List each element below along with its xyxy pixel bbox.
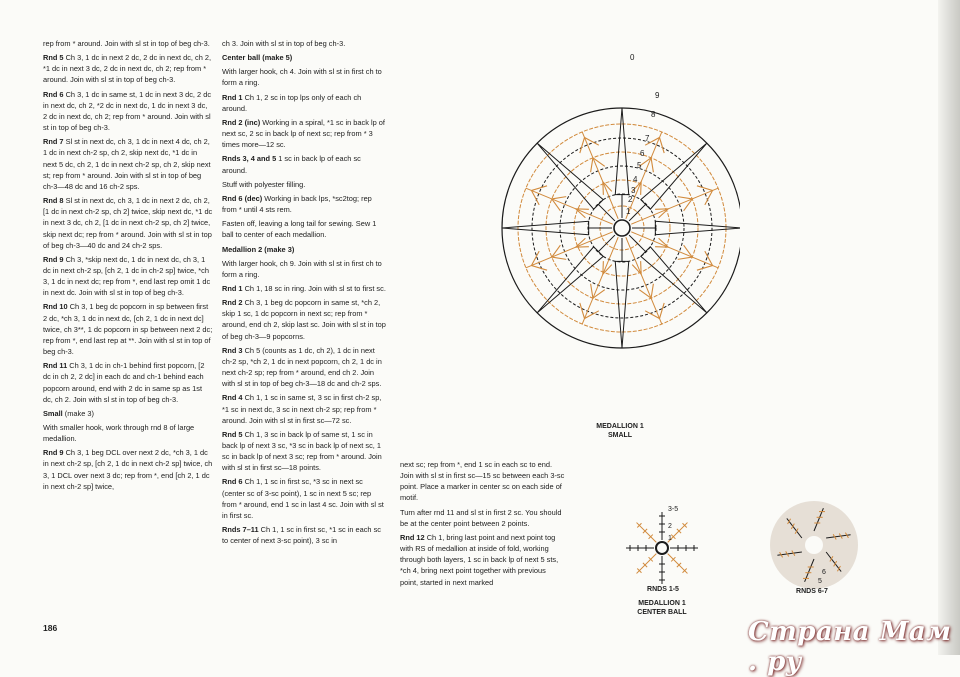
round-ring [518,124,726,332]
caption-line-1: MEDALLION 1 [596,423,644,430]
instruction-paragraph [400,507,565,529]
round-label: Rnd 8 [43,196,64,206]
ball-center-ring [656,542,668,554]
instruction-paragraph [43,408,213,419]
instruction-paragraph [222,218,387,240]
instruction-paragraph [222,66,387,88]
instruction-text: Ch 3, 1 dc in ch-1 behind first popcorn, [2 dc in ch 2, 2 dc] in each dc and ch-1 behind each popcorn around, end with 2 dc in same sp as 1st dc, ch 2. Join with sl st in top of beg ch-3. [43,361,205,404]
instruction-text: With larger hook, ch 4. Join with sl st in first ch to form a ring. [222,67,382,88]
round-label: Rnd 6 [43,89,64,99]
instruction-text: rep from * around. Join with sl st in top of beg ch-3. [43,39,210,48]
instruction-paragraph [43,254,213,299]
instruction-paragraph [222,179,387,190]
rnds-1-5-caption: RNDS 1-5 [647,586,679,593]
round-label: Medallion 2 (make 3) [222,244,295,254]
instruction-text: Turn after rnd 11 and sl st in first 2 sc. You should be at the center point between 2 points. [400,507,562,528]
instruction-paragraph [222,92,387,114]
round-label: Rnd 5 [43,53,64,63]
medallion-small-caption [570,423,670,440]
round-label: Rnd 9 [43,254,64,264]
instruction-text: ch 3. Join with sl st in top of beg ch-3. [222,39,346,48]
center-ring [614,220,630,236]
round-label: Rnd 2 [222,298,243,308]
rnds67-center-hole [805,536,823,554]
instruction-paragraph [43,89,213,134]
round-label: Rnd 11 [43,361,68,371]
round-number-label: 9 [655,91,660,100]
instruction-paragraph [222,524,387,546]
instruction-paragraph [222,153,387,175]
round-number-label: 7 [645,134,650,143]
center-ball-chart [618,500,708,600]
ball-round-label: 2 [668,523,672,530]
ball-round-label: 3-5 [668,506,679,513]
center-ball-caption [610,600,714,617]
rnds67-round-label: 6 [822,569,826,576]
instruction-text: With smaller hook, work through rnd 8 of large medallion. [43,423,195,444]
round-label: Rnd 1 [222,283,243,293]
instruction-paragraph [43,447,213,492]
star-spike [537,143,603,209]
instruction-paragraph [400,532,565,588]
instruction-paragraph [222,429,387,474]
stitch-chevron [697,186,713,205]
watermark-text: Страна Мам . ру [748,617,952,677]
star-spike [615,108,629,195]
instruction-text: Ch 3, *skip next dc, 1 dc in next dc, ch 3, 1 dc in next ch-2 sp, [ch 2, 1 dc in ch-2 sp] twice, *ch 3, 1 dc in next dc; rep from *, end last rep omit 1 dc in next dc. Join with sl st in top of beg ch-3. [43,254,211,298]
stitch-chevron [580,303,599,319]
round-number-label: 8 [651,110,656,119]
star-spike [641,247,707,313]
instruction-text: Ch 1, 1 sc in same st, 3 sc in first ch-2 sp, *1 sc in next dc, 3 sc in next ch-2 sp; rep from * around. Join with sl st in first sc—72 sc. [222,393,382,425]
instruction-paragraph [222,283,387,294]
instruction-paragraph [43,422,213,444]
round-label: Rnd 12 [400,532,425,542]
instruction-text: Ch 3, 1 dc in next 2 dc, 2 dc in next dc, ch 2, *1 dc in next 3 dc, 2 dc in next dc, ch 2; rep from * around. Join with sl st in top of beg ch-3. [43,53,212,85]
instruction-text: Sl st in next dc, ch 3, 1 dc in next 2 dc, ch 2, [1 dc in next ch-2 sp, ch 2] twice, skip next dc, *1 dc in next 3 dc, ch 2, [1 dc in next ch-2 sp, ch 2] twice, skip next dc; rep from * around. Join with sl st in top of beg ch-3—40 dc and 24 ch-2 sps. [43,196,213,250]
instruction-text: Ch 3, 1 dc in same st, 1 dc in next 3 dc, 2 dc in next dc, ch 2, *2 dc in next dc, 1 dc in next 3 dc, 2 dc in next dc, ch 2; rep from * around. Join with sl st in top of beg ch-3. [43,89,212,133]
stitch-chevron [580,137,599,153]
instruction-text: Ch 1, bring last point and next point tog with RS of medallion at inside of fold, working through both layers, 1 sc in back lp of next 5 sts, *ch 4, bring next point together with previous point, started in next marked [400,532,559,587]
stitch-chevron [531,251,547,270]
round-ring [532,138,712,318]
round-label: Rnd 5 [222,429,243,439]
round-number-label: 5 [637,161,642,170]
instruction-text: Ch 1, 3 sc in back lp of same st, 1 sc in back lp of next 3 sc, *3 sc in back lp of next sc, 1 sc in back lp of next 3 sc; rep from * around. Join with sl st in first sc—18 points. [222,429,382,473]
rnds67-round-label: 5 [818,578,822,585]
instruction-text: 1 sc in back lp of each sc around. [222,154,361,175]
round-number-label: 0 [630,53,635,62]
stitch-spoke [598,235,615,252]
instruction-paragraph [222,297,387,342]
star-spike [537,247,603,313]
instruction-paragraph [222,38,387,49]
round-ring [546,152,698,304]
instruction-paragraph [222,345,387,390]
text-column-2 [222,38,387,546]
instruction-text: Working in a spiral, *1 sc in back lp of next sc, 2 sc in back lp of next sc; rep from * 3 times more—12 sc. [222,117,385,150]
instruction-text: With larger hook, ch 9. Join with sl st in first ch to form a ring. [222,258,382,279]
page-gutter-shadow [938,0,960,655]
instruction-paragraph [222,392,387,425]
instruction-text: Ch 3, 1 beg dc popcorn in same st, *ch 2, skip 1 sc, 1 dc popcorn in next sc; rep from * around, end ch 2, skip last sc. Join with sl st in top of beg ch-3—9 popcorns. [222,298,386,341]
instruction-paragraph [43,360,213,405]
instruction-paragraph [400,459,565,504]
instruction-text: Ch 1, 18 sc in ring. Join with sl st to first sc. [242,283,386,293]
caption-line-2: CENTER BALL [637,608,687,616]
round-label: Rnd 7 [43,137,64,147]
round-label: Rnd 4 [222,393,243,403]
instruction-text: Ch 1, 1 sc in first sc, *1 sc in each sc to center of next 3-sc point), 3 sc in [222,525,381,546]
instruction-text: Stuff with polyester filling. [222,179,306,189]
section-heading [222,52,387,63]
instruction-paragraph [222,193,387,215]
text-column-3 [400,459,565,588]
instruction-paragraph [43,52,213,85]
instruction-text: next sc; rep from *, end 1 sc in each sc to end. Join with sl st in first sc—15 sc between each 3-sc point. Place a marker in center sc on each side of motif. [400,460,565,503]
instruction-text: Sl st in next dc, ch 3, 1 dc in next 4 dc, ch 2, 1 dc in next ch-2 sp, ch 2, skip next dc, *1 dc in next 5 dc, ch 2, 1 dc in next ch-2 sp, ch 2, skip next st; rep from * around. Join with sl st in top of beg ch-3—48 dc and 16 ch-2 sps. [43,137,211,191]
round-label: Rnd 6 [222,477,243,487]
star-spike [502,221,589,235]
caption-line-2: SMALL [607,431,633,439]
stitch-chevron [697,251,713,270]
round-label: Rnd 9 [43,448,64,458]
round-number-label: 6 [640,149,645,158]
instruction-text: Ch 1, 2 sc in top lps only of each ch around. [222,92,362,113]
stitch-spoke [598,204,615,221]
instruction-paragraph [222,476,387,521]
round-number-label: 4 [633,175,638,184]
page-number: 186 [43,623,58,633]
instruction-text: Ch 3, 1 beg dc popcorn in sp between first 2 dc, *ch 3, 1 dc in next dc, [ch 2, 1 dc in next dc] twice, ch 3**, 1 dc popcorn in sp between next 2 dc; rep from *, end last rep at **. Join with sl st in top of beg ch-3. [43,302,213,357]
round-label: Rnd 2 (inc) [222,117,261,127]
instruction-text: Ch 5 (counts as 1 dc, ch 2), 1 dc in next ch-2 sp, *ch 2, 1 dc in next popcorn, ch 2, 1 dc in next ch-2 sp; rep from * around, end ch 2. Join with sl st in top of beg ch-3—18 dc and ch-2 sps. [222,345,382,389]
star-spike [615,261,629,348]
text-column-1 [43,38,213,492]
ball-round-label: 1 [668,535,672,542]
instruction-paragraph [43,195,213,251]
instruction-paragraph [43,38,213,49]
round-label: Small [43,408,63,418]
section-heading [222,244,387,255]
round-number-label: 2 [628,195,633,204]
round-label: Rnd 3 [222,345,243,355]
stitch-spoke [629,235,646,252]
instruction-text: Working in back lps, *sc2tog; rep from * until 4 sts rem. [222,193,372,215]
caption-line-1: MEDALLION 1 [638,600,686,607]
round-label: Rnds 7–11 [222,525,259,535]
rnds-6-7-chart [760,498,870,593]
instruction-text: Fasten off, leaving a long tail for sewing. Sew 1 ball to center of each medallion. [222,219,377,240]
round-ring [560,166,684,290]
round-label: Center ball (make 5) [222,53,293,63]
round-label: Rnd 6 (dec) [222,193,263,203]
round-label: Rnd 10 [43,302,68,312]
instruction-text: Ch 1, 1 sc in first sc, *3 sc in next sc (center sc of 3-sc point), 1 sc in next 5 sc; rep from * around, end 1 sc in last 4 sc. Join with sl st in first sc. [222,477,384,520]
instruction-paragraph [222,258,387,280]
round-label: Rnd 1 [222,92,243,102]
round-number-label: 1 [626,207,631,216]
instruction-text: Ch 3, 1 beg DCL over next 2 dc, *ch 3, 1 dc in next ch-2 sp, [ch 2, 1 dc in next ch-2 sp] twice, ch 3, 1 DCL over next 3 dc; rep from *, end [ch 2, 1 dc in next ch-2 sp] twice, [43,448,213,491]
medallion-small-chart [500,38,740,418]
round-number-label: 3 [631,186,636,195]
instruction-text: (make 3) [62,408,94,418]
instruction-paragraph [43,301,213,357]
round-label: Rnds 3, 4 and 5 [222,154,277,164]
instruction-paragraph [43,136,213,192]
instruction-paragraph [222,117,387,150]
stitch-chevron [645,303,664,319]
stitch-spoke [629,204,646,221]
stitch-chevron [531,186,547,205]
star-spike [641,143,707,209]
rnds-6-7-caption: RNDS 6-7 [796,588,828,595]
